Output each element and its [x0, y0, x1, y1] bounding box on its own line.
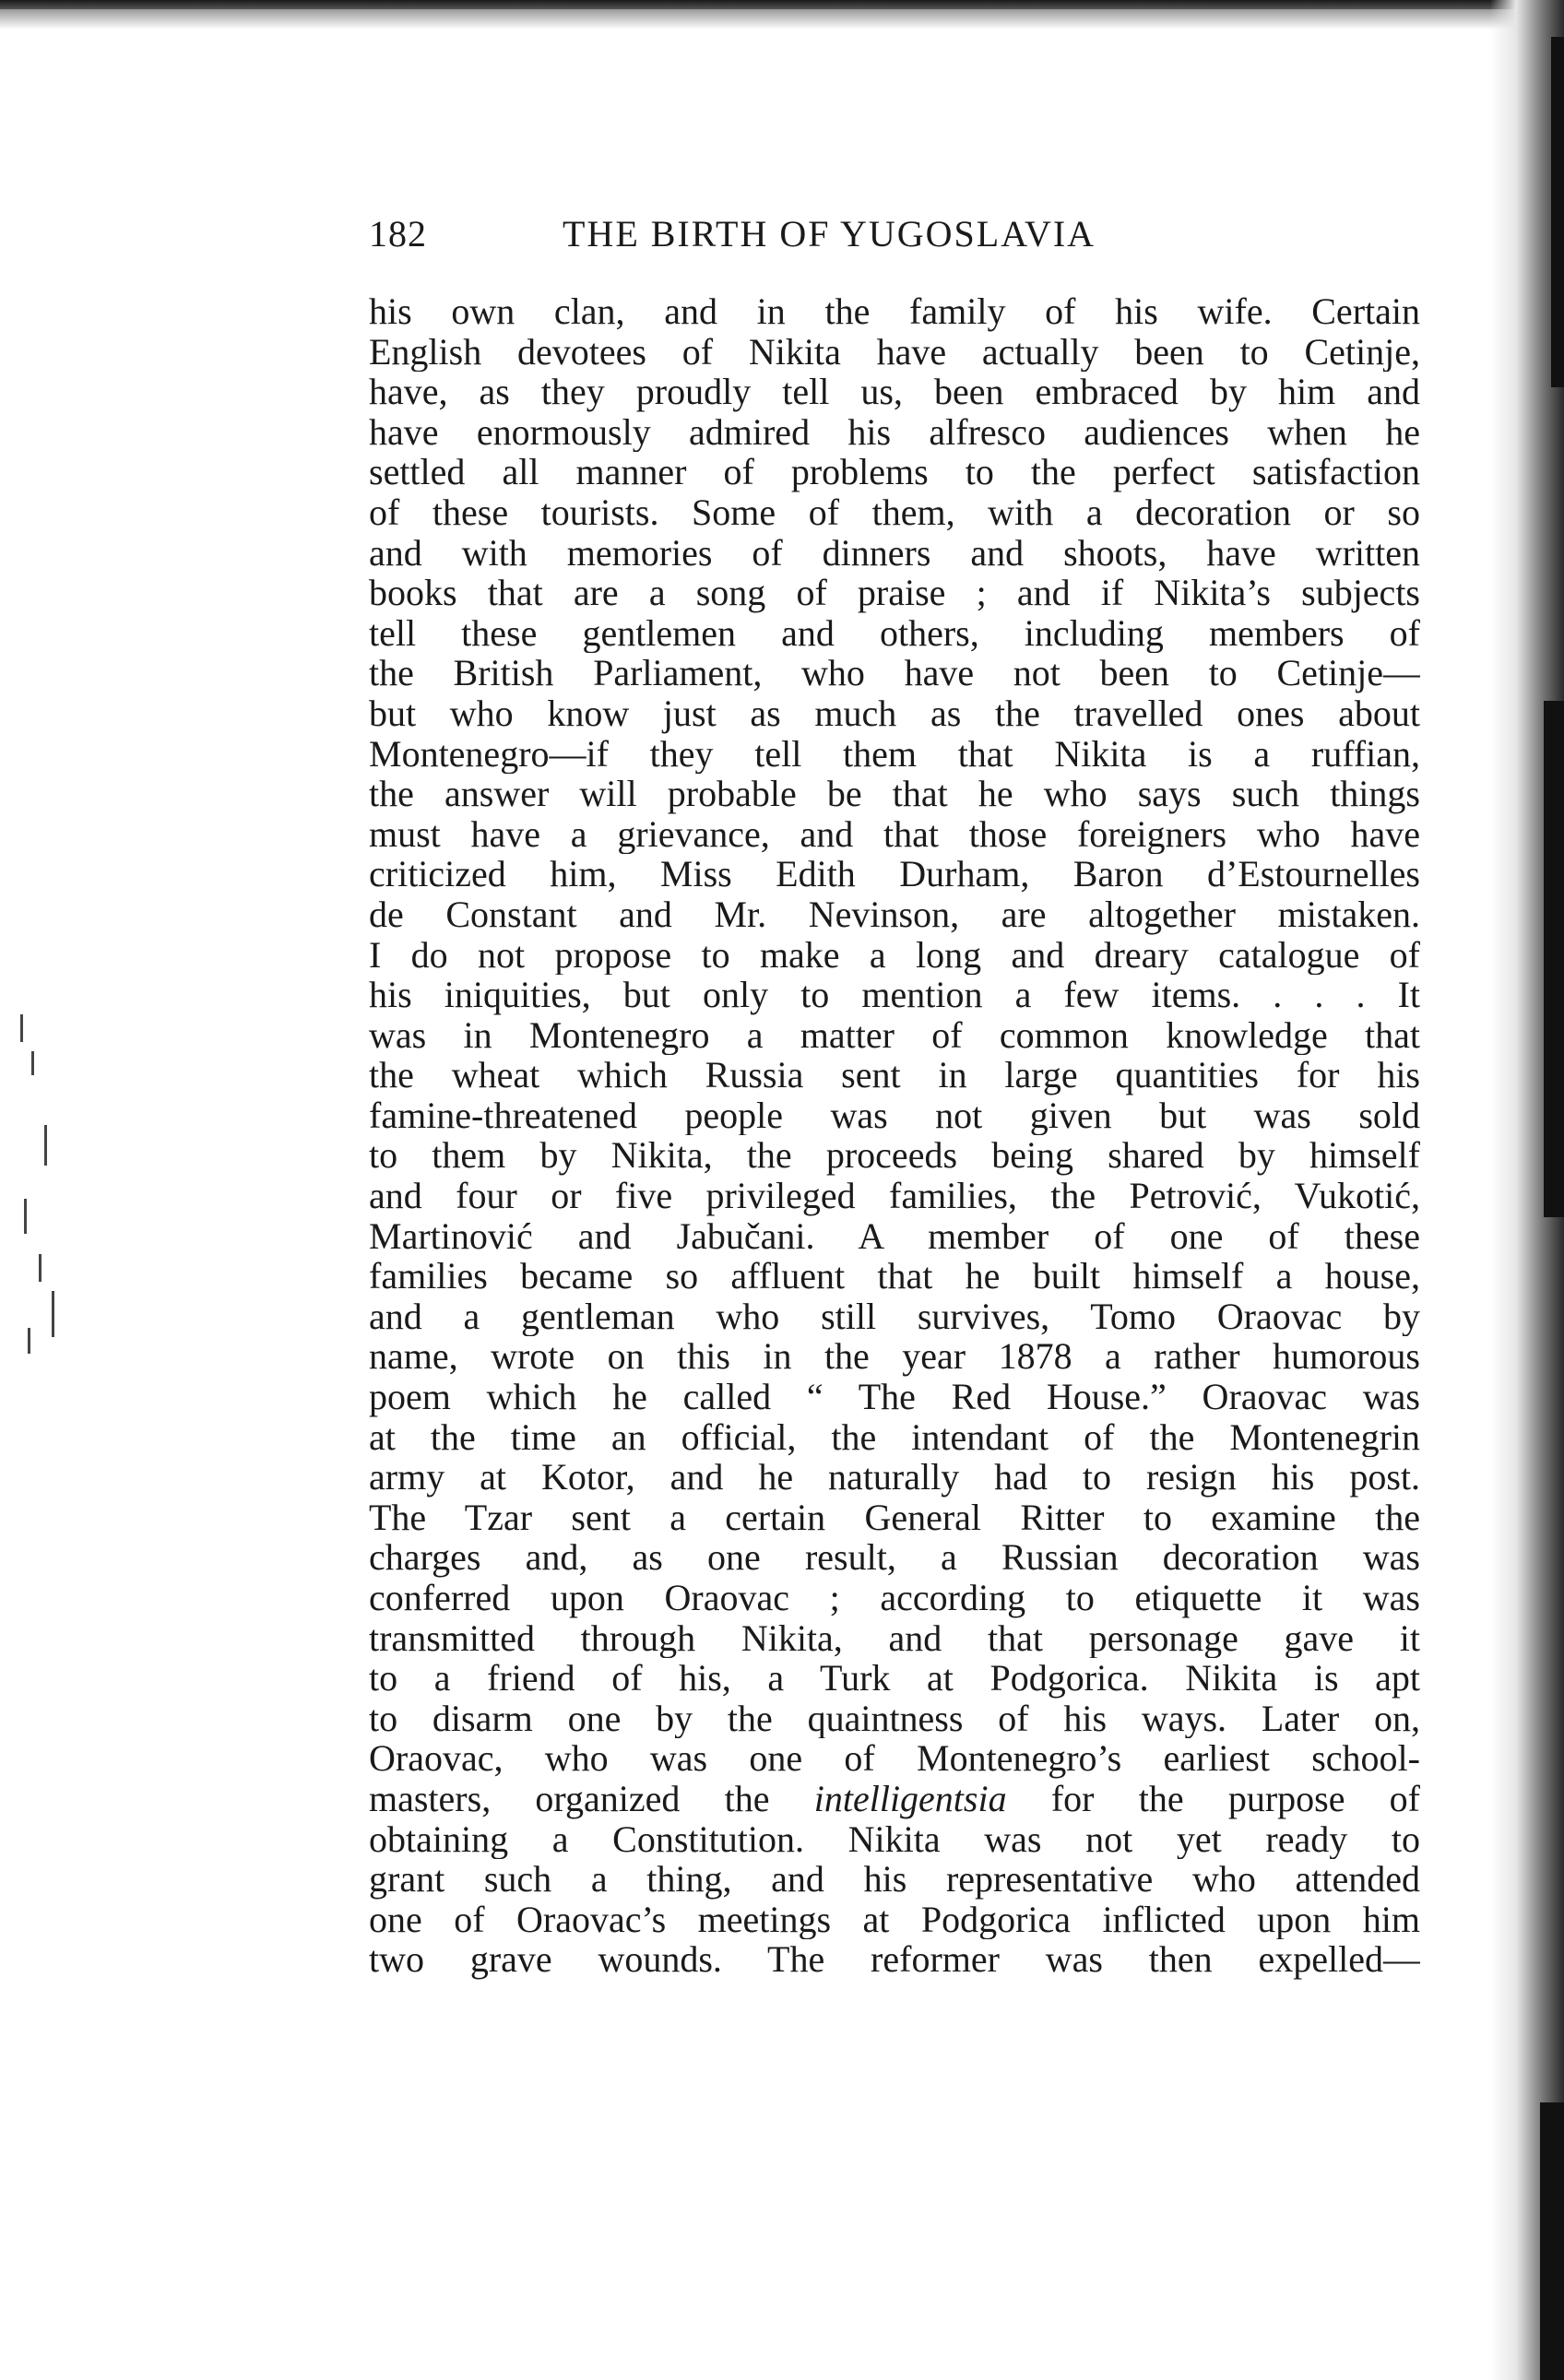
text-line: to them by Nikita, the proceeds being shared by himself: [369, 1135, 1420, 1177]
text-line: poem which he called “ The Red House.” Oraovac was: [369, 1377, 1420, 1417]
text-line: Montenegro—if they tell them that Nikita is a ruffian,: [369, 733, 1420, 775]
text-line: his own clan, and in the family of his wife. Certain: [369, 291, 1420, 332]
text-line: and four or five privileged families, the Petrović, Vukotić,: [369, 1176, 1420, 1216]
text-line: have, as they proudly tell us, been embraced by him and: [369, 372, 1420, 412]
text-line: I do not propose to make a long and dreary catalogue of: [369, 934, 1420, 976]
text-line: of these tourists. Some of them, with a decoration or so: [369, 491, 1420, 533]
text-line: Oraovac, who was one of Montenegro’s earliest school-: [369, 1738, 1420, 1779]
text-line: de Constant and Mr. Nevinson, are altogether mistaken.: [369, 894, 1420, 935]
text-line: army at Kotor, and he naturally had to resign his post.: [369, 1457, 1420, 1498]
text-line: books that are a song of praise ; and if Nikita’s subjects: [369, 573, 1420, 613]
scan-top-shadow: [0, 9, 1564, 30]
text-line: The Tzar sent a certain General Ritter to examine the: [369, 1497, 1420, 1538]
text-line: one of Oraovac’s meetings at Podgorica inflicted upon him: [369, 1899, 1420, 1940]
scan-margin-specks: [18, 1014, 65, 1365]
text-line: and with memories of dinners and shoots, have written: [369, 532, 1420, 574]
scan-binding-shadow: [1551, 37, 1564, 387]
text-line: to disarm one by the quaintness of his ways. Later on,: [369, 1698, 1420, 1739]
text-line: Martinović and Jabučani. A member of one of these: [369, 1215, 1420, 1257]
text-line: the wheat which Russia sent in large quantities for his: [369, 1055, 1420, 1095]
text-line: families became so affluent that he built himself a house,: [369, 1256, 1420, 1297]
text-fragment: masters, organized the: [369, 1778, 814, 1819]
text-line: famine-threatened people was not given but was sold: [369, 1095, 1420, 1136]
text-line: must have a grievance, and that those foreigners who have: [369, 813, 1420, 855]
text-line: English devotees of Nikita have actually been to Cetinje,: [369, 331, 1420, 373]
scan-binding-shadow: [1544, 701, 1564, 1217]
text-line: criticized him, Miss Edith Durham, Baron d’Estournelles: [369, 854, 1420, 894]
text-line: settled all manner of problems to the perfect satisfaction: [369, 452, 1420, 492]
text-line: was in Montenegro a matter of common knowledge that: [369, 1014, 1420, 1056]
text-line: but who know just as much as the travelled ones about: [369, 693, 1420, 734]
scan-binding-shadow: [1540, 2102, 1564, 2380]
text-line: obtaining a Constitution. Nikita was not yet ready to: [369, 1818, 1420, 1860]
text-line-with-italic: [369, 1779, 1420, 1819]
text-line: at the time an official, the intendant of the Montenegrin: [369, 1416, 1420, 1458]
italic-term: intelligentsia: [813, 1778, 1007, 1819]
text-fragment: for the purpose of: [1006, 1778, 1420, 1819]
page-number: 182: [369, 213, 427, 255]
text-line: grant such a thing, and his representative who attended: [369, 1859, 1420, 1900]
text-line: charges and, as one result, a Russian decoration was: [369, 1537, 1420, 1578]
text-line: the answer will probable be that he who says such things: [369, 774, 1420, 814]
text-line: have enormously admired his alfresco audiences when he: [369, 411, 1420, 453]
running-title: THE BIRTH OF YUGOSLAVIA: [563, 213, 1096, 255]
running-header: [369, 207, 1448, 261]
scan-top-edge: [0, 0, 1564, 9]
text-line: name, wrote on this in the year 1878 a rather humorous: [369, 1336, 1420, 1378]
body-text: [369, 291, 1420, 1980]
text-line: conferred upon Oraovac ; according to etiquette it was: [369, 1578, 1420, 1618]
text-line: the British Parliament, who have not been to Cetinje—: [369, 653, 1420, 693]
text-line: two grave wounds. The reformer was then expelled—: [369, 1939, 1420, 1980]
text-line: tell these gentlemen and others, including members of: [369, 612, 1420, 654]
text-line: his iniquities, but only to mention a few items. . . . It: [369, 975, 1420, 1015]
text-line: transmitted through Nikita, and that personage gave it: [369, 1617, 1420, 1659]
text-line: to a friend of his, a Turk at Podgorica. Nikita is apt: [369, 1658, 1420, 1699]
text-line: and a gentleman who still survives, Tomo Oraovac by: [369, 1296, 1420, 1337]
